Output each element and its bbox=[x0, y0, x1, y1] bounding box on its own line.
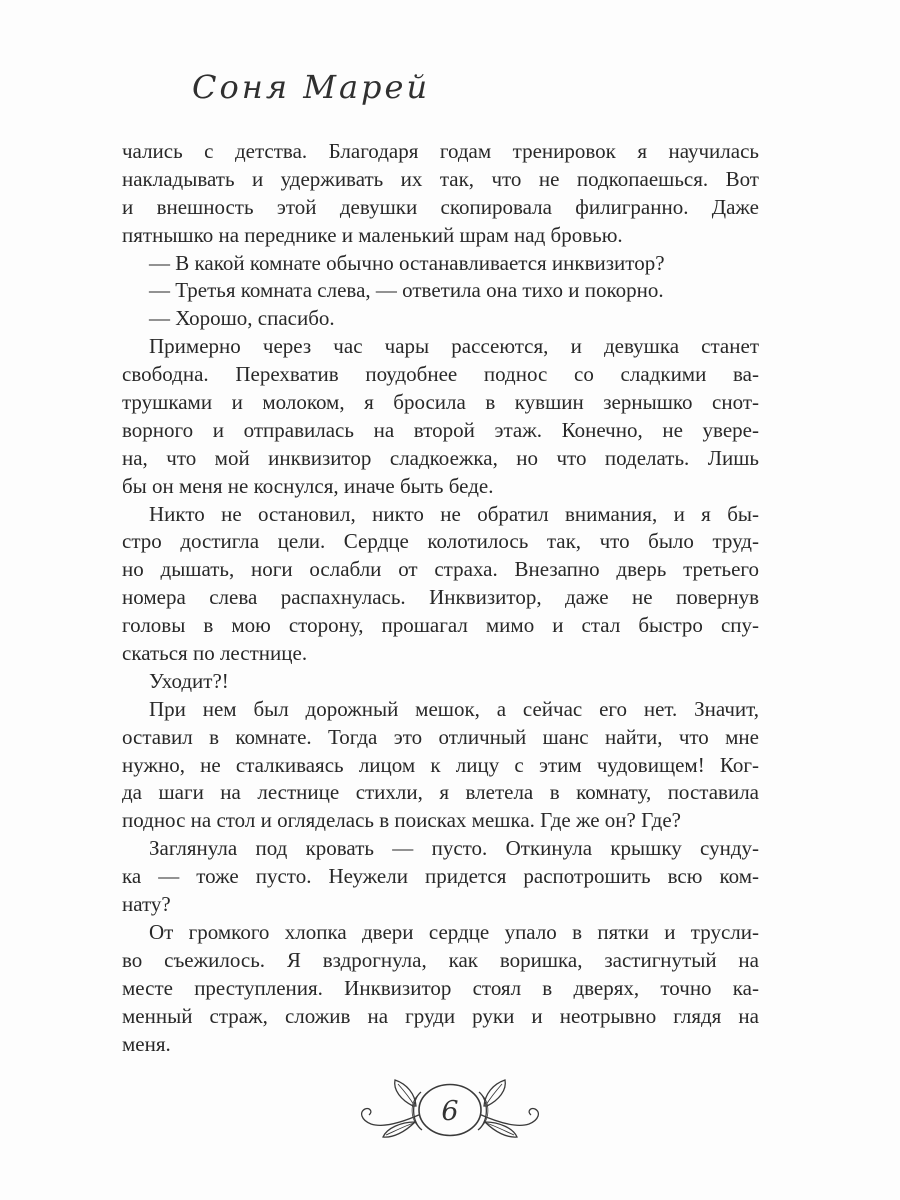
left-leaf-flourish bbox=[362, 1080, 422, 1137]
text-line: поднос на стол и огляделась в поисках мешка. Где же он? Где? bbox=[122, 808, 681, 833]
text-line: — Хорошо, спасибо. bbox=[149, 306, 335, 331]
text-line: При нем был дорожный мешок, а сейчас его нет. Значит, bbox=[149, 696, 759, 721]
text-line: свободна. Перехватив поудобнее поднос со сладкими ва- bbox=[122, 362, 759, 387]
text-line: меня. bbox=[122, 1031, 171, 1056]
page-number: 6 bbox=[441, 1096, 459, 1127]
text-line: трушками и молоком, я бросила в кувшин зернышко снот- bbox=[122, 390, 759, 415]
text-line: чались с детства. Благодаря годам тренировок я научилась bbox=[122, 139, 759, 163]
text-line: ворного и отправилась на второй этаж. Конечно, не увере- bbox=[122, 417, 759, 442]
text-line: пятнышко на переднике и маленький шрам над бровью. bbox=[122, 222, 623, 247]
text-line: нужно, не сталкиваясь лицом к лицу с этим чудовищем! Ког- bbox=[122, 752, 759, 777]
text-line: накладывать и удерживать их так, что не подкопаешься. Вот bbox=[122, 166, 759, 191]
text-line: — Третья комната слева, — ответила она тихо и покорно. bbox=[149, 278, 664, 303]
text-line: менный страж, сложив на груди руки и неотрывно глядя на bbox=[122, 1003, 759, 1028]
text-line: ка — тоже пусто. Неужели придется распотрошить всю ком- bbox=[122, 864, 759, 889]
text-line: Заглянула под кровать — пусто. Откинула крышку сунду- bbox=[149, 836, 759, 861]
text-line: — В какой комнате обычно останавливается инквизитор? bbox=[149, 250, 665, 275]
author-name: Соня Марей bbox=[192, 68, 431, 106]
text-line: нату? bbox=[122, 892, 171, 917]
text-line: головы в мою сторону, прошагал мимо и стал быстро спу- bbox=[122, 613, 759, 638]
text-line: во съежилось. Я вздрогнула, как воришка, застигнутый на bbox=[122, 947, 759, 972]
text-line: бы он меня не коснулся, иначе быть беде. bbox=[122, 473, 494, 498]
text-line: Никто не остановил, никто не обратил внимания, и я бы- bbox=[149, 501, 759, 526]
text-line: да шаги на лестнице стихли, я влетела в комнату, поставила bbox=[122, 780, 759, 805]
text-line: и внешность этой девушки скопировала филигранно. Даже bbox=[122, 194, 759, 219]
text-line: номера слева распахнулась. Инквизитор, даже не повернув bbox=[122, 585, 759, 610]
text-line: но дышать, ноги ослабли от страха. Внезапно дверь третьего bbox=[122, 557, 759, 582]
text-line: оставил в комнате. Тогда это отличный шанс найти, что мне bbox=[122, 724, 759, 749]
text-line: стро достигла цели. Сердце колотилось так, что было труд- bbox=[122, 529, 759, 554]
text-line: месте преступления. Инквизитор стоял в дверях, точно ка- bbox=[122, 975, 759, 1000]
text-line: скаться по лестнице. bbox=[122, 641, 308, 666]
right-leaf-flourish bbox=[478, 1080, 538, 1137]
text-line: на, что мой инквизитор сладкоежка, но что поделать. Лишь bbox=[122, 445, 759, 470]
text-block bbox=[122, 138, 759, 1058]
page-number-ornament bbox=[355, 1076, 545, 1148]
text-line: Примерно через час чары рассеются, и девушка станет bbox=[149, 334, 759, 359]
text-line: От громкого хлопка двери сердце упало в пятки и трусли- bbox=[149, 919, 759, 944]
text-line: Уходит?! bbox=[149, 668, 229, 693]
